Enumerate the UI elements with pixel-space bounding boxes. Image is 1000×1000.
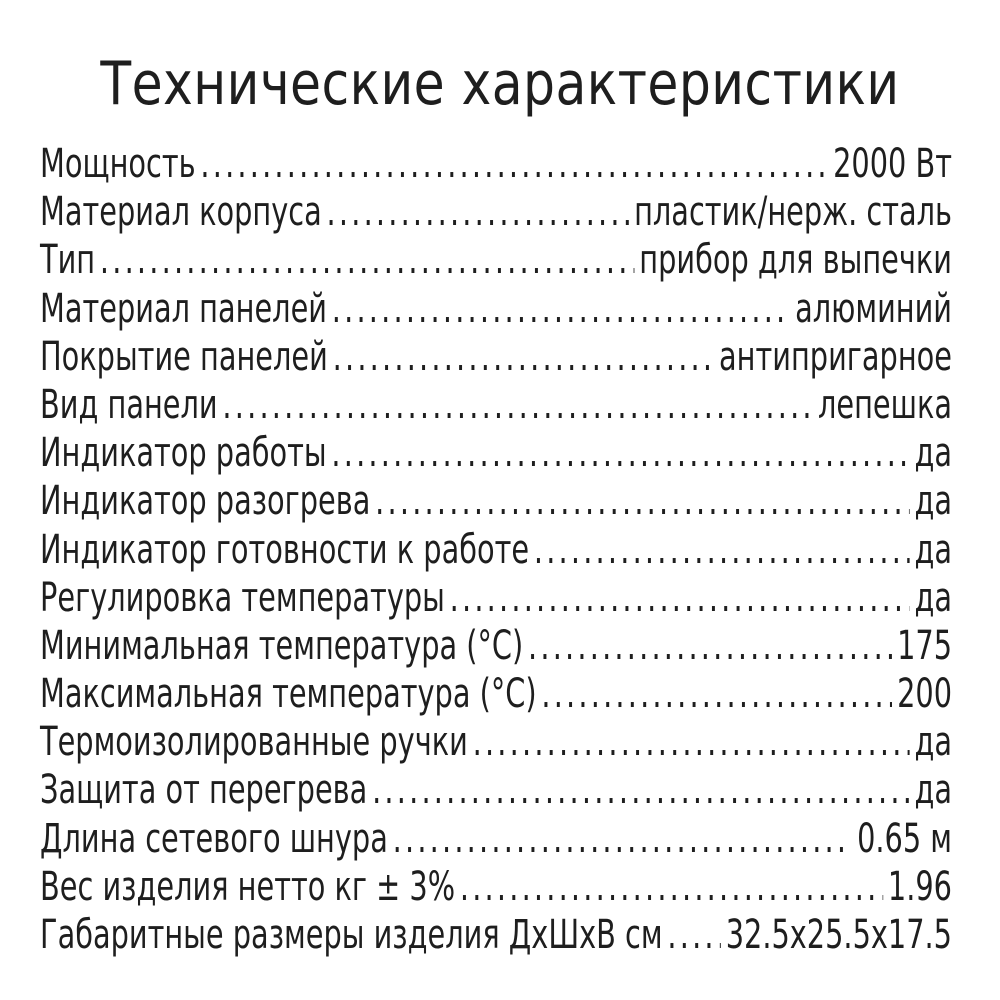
spec-value: прибор для выпечки <box>639 237 952 284</box>
spec-value: 32.5x25.5x17.5 <box>725 912 952 958</box>
spec-value: 0.65 м <box>857 815 952 862</box>
spec-value: пластик/нерж. сталь <box>634 189 952 236</box>
spec-label: Минимальная температура (°C) <box>40 622 524 669</box>
spec-row <box>40 718 952 766</box>
dot-leader <box>372 766 910 814</box>
spec-row <box>40 477 952 525</box>
spec-label: Материал корпуса <box>40 189 322 236</box>
spec-row <box>40 140 952 188</box>
dot-leader <box>327 188 630 236</box>
spec-label: Защита от перегрева <box>40 767 368 814</box>
page-title: Технические характеристики <box>100 49 900 119</box>
spec-row <box>40 815 952 863</box>
spec-value: 175 <box>897 622 952 669</box>
spec-row <box>40 863 952 911</box>
dot-leader <box>375 477 909 525</box>
spec-value: да <box>914 719 952 766</box>
spec-label: Материал панелей <box>40 285 327 332</box>
spec-row <box>40 429 952 477</box>
dot-leader <box>460 863 883 911</box>
spec-value: да <box>914 430 952 477</box>
dot-leader <box>393 815 853 863</box>
spec-row <box>40 574 952 622</box>
spec-list <box>40 140 952 960</box>
spec-label: Регулировка температуры <box>40 574 445 621</box>
dot-leader <box>528 622 892 670</box>
spec-value: антипригарное <box>719 333 952 380</box>
dot-leader <box>200 140 828 188</box>
spec-label: Индикатор работы <box>40 430 327 477</box>
spec-row <box>40 766 952 814</box>
spec-label: Термоизолированные ручки <box>40 719 468 766</box>
dot-leader <box>222 381 813 429</box>
spec-value: да <box>914 767 952 814</box>
dot-leader <box>667 911 721 959</box>
spec-label: Вес изделия нетто кг ± 3% <box>40 863 456 910</box>
spec-row <box>40 236 952 284</box>
spec-label: Длина сетевого шнура <box>40 815 388 862</box>
spec-label: Мощность <box>40 141 196 187</box>
spec-row <box>40 188 952 236</box>
spec-value: да <box>914 574 952 621</box>
spec-value: да <box>914 526 952 573</box>
spec-row <box>40 622 952 670</box>
spec-value: лепешка <box>817 381 952 428</box>
dot-leader <box>332 285 790 333</box>
spec-label: Покрытие панелей <box>40 333 328 380</box>
dot-leader <box>541 670 892 718</box>
dot-leader <box>534 526 910 574</box>
spec-label: Максимальная температура (°C) <box>40 671 537 718</box>
spec-row <box>40 333 952 381</box>
dot-leader <box>450 574 910 622</box>
spec-value: 2000 Вт <box>833 141 952 187</box>
spec-label: Индикатор разогрева <box>40 478 371 525</box>
spec-label: Тип <box>40 237 96 284</box>
dot-leader <box>333 333 715 381</box>
spec-label: Габаритные размеры изделия ДхШхВ см <box>40 912 663 958</box>
dot-leader <box>100 236 635 284</box>
dot-leader <box>331 429 909 477</box>
spec-row <box>40 670 952 718</box>
dot-leader <box>473 718 910 766</box>
spec-value: 1.96 <box>887 863 952 910</box>
spec-label: Вид панели <box>40 381 218 428</box>
spec-row <box>40 526 952 574</box>
spec-row <box>40 911 952 959</box>
spec-row <box>40 381 952 429</box>
spec-row <box>40 285 952 333</box>
spec-value: 200 <box>897 671 952 718</box>
spec-label: Индикатор готовности к работе <box>40 526 530 573</box>
spec-value: да <box>914 478 952 525</box>
spec-value: алюминий <box>795 285 952 332</box>
